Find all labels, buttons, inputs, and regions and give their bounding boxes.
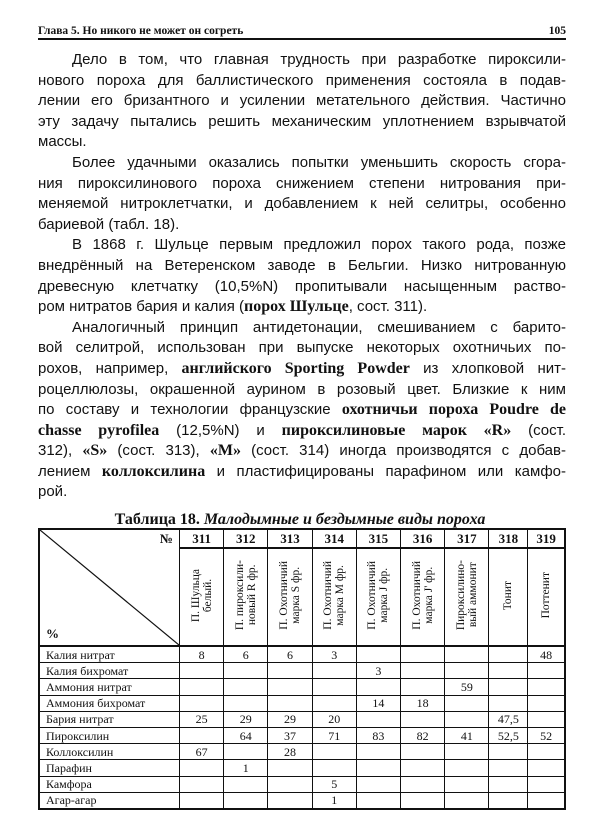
bold-term: «M» bbox=[209, 442, 241, 460]
table-cell bbox=[489, 744, 528, 760]
row-label: Калия нитрат bbox=[39, 646, 180, 663]
table-cell bbox=[356, 744, 400, 760]
table-cell: 5 bbox=[312, 776, 356, 792]
table-cell bbox=[224, 695, 268, 711]
text-run: роцеллюлозы, окрашенной аурином в розовый цвет. Близкие к ним bbox=[38, 380, 566, 398]
table-cell bbox=[528, 711, 565, 727]
table-cell bbox=[180, 679, 224, 695]
column-name: П. Охотничий марка J фр. bbox=[366, 561, 391, 630]
text-line bbox=[38, 71, 566, 92]
text-run: меняемой нитроклетчатки, и добавлением к ней селитры, особенно bbox=[38, 195, 566, 213]
table-cell: 41 bbox=[445, 727, 489, 743]
text-line bbox=[38, 318, 566, 339]
page-number: 105 bbox=[548, 25, 566, 37]
table-cell: 82 bbox=[401, 727, 445, 743]
column-number: 316 bbox=[401, 529, 445, 548]
column-name: Поттенит bbox=[540, 572, 553, 619]
text-run: нового пороха для баллистического применения состояла в подав- bbox=[38, 71, 566, 89]
column-number: 317 bbox=[445, 529, 489, 548]
table-cell: 48 bbox=[528, 646, 565, 663]
text-line bbox=[38, 256, 566, 277]
table-cell bbox=[180, 792, 224, 809]
table-cell: 67 bbox=[180, 744, 224, 760]
table-cell: 29 bbox=[268, 711, 312, 727]
table-cell bbox=[224, 792, 268, 809]
table-row bbox=[39, 727, 565, 743]
column-name-cell bbox=[445, 548, 489, 646]
row-label: Аммония бихромат bbox=[39, 695, 180, 711]
table-cell bbox=[489, 663, 528, 679]
column-number: 314 bbox=[312, 529, 356, 548]
column-name: П. Охотничий марка J' фр. bbox=[410, 561, 435, 630]
table-cell bbox=[224, 776, 268, 792]
text-line bbox=[38, 50, 566, 71]
table-cell bbox=[401, 744, 445, 760]
text-run: (сост. 313), bbox=[107, 442, 210, 460]
bold-term: охотничьи пороха Poudre de bbox=[341, 401, 566, 419]
table-cell bbox=[268, 695, 312, 711]
table-cell bbox=[224, 744, 268, 760]
text-run: (сост. bbox=[511, 421, 566, 439]
text-run: лением bbox=[38, 462, 102, 480]
body-text bbox=[38, 50, 566, 503]
text-run: (сост. 314) иногда производятся с добав- bbox=[240, 442, 566, 460]
text-line bbox=[38, 91, 566, 112]
table-cell bbox=[445, 695, 489, 711]
table-cell bbox=[528, 744, 565, 760]
table-cell bbox=[312, 744, 356, 760]
text-line bbox=[38, 132, 566, 153]
text-line bbox=[38, 215, 566, 236]
composition-table bbox=[38, 528, 566, 810]
text-run: Дело в том, что главная трудность при разработке пироксили- bbox=[72, 51, 566, 68]
table-cell: 83 bbox=[356, 727, 400, 743]
text-line bbox=[38, 338, 566, 359]
table-cell: 59 bbox=[445, 679, 489, 695]
table-cell bbox=[401, 646, 445, 663]
text-run: , сост. 311). bbox=[348, 298, 428, 316]
table-caption-text: Малодымные и бездымные виды пороха bbox=[203, 511, 486, 528]
table-cell bbox=[401, 679, 445, 695]
text-run: рой. bbox=[38, 483, 68, 501]
table-cell: 20 bbox=[312, 711, 356, 727]
table-cell bbox=[401, 663, 445, 679]
column-name-cell bbox=[312, 548, 356, 646]
row-label: Камфора bbox=[39, 776, 180, 792]
table-cell bbox=[268, 760, 312, 776]
table-cell bbox=[180, 663, 224, 679]
text-line bbox=[38, 112, 566, 133]
column-name: Пироксилино- вый аммонит bbox=[454, 560, 479, 631]
row-label: Пироксилин bbox=[39, 727, 180, 743]
table-cell bbox=[445, 711, 489, 727]
table-caption bbox=[0, 511, 600, 529]
row-label: Парафин bbox=[39, 760, 180, 776]
text-line bbox=[38, 462, 566, 483]
table-cell bbox=[401, 760, 445, 776]
running-head bbox=[38, 24, 566, 40]
text-line bbox=[38, 421, 566, 442]
text-line bbox=[38, 277, 566, 298]
column-number: 311 bbox=[180, 529, 224, 548]
corner-percent-label: % bbox=[46, 626, 59, 641]
column-name: П. Охотничий марка S фр. bbox=[278, 561, 302, 630]
table-cell bbox=[489, 695, 528, 711]
table-cell: 8 bbox=[180, 646, 224, 663]
table-cell: 37 bbox=[268, 727, 312, 743]
table-cell bbox=[401, 792, 445, 809]
column-number: 319 bbox=[528, 529, 565, 548]
table-row bbox=[39, 792, 565, 809]
table-cell bbox=[356, 792, 400, 809]
text-run: эту задачу пытались решить механическим уплотнением взрывчатой bbox=[38, 112, 566, 130]
table-cell bbox=[401, 711, 445, 727]
table-cell bbox=[401, 776, 445, 792]
text-line bbox=[38, 380, 566, 401]
table-cell bbox=[489, 679, 528, 695]
text-run: по составу и технологии французские bbox=[38, 401, 342, 419]
bold-term: пироксилиновые марок «R» bbox=[281, 421, 512, 439]
text-run: древесную клетчатку (10,5%N) пропитывали насыщенным раство- bbox=[38, 277, 566, 295]
table-row bbox=[39, 695, 565, 711]
text-run: лении его бризантного и усилении метательного действия. Частично bbox=[38, 92, 566, 110]
table-cell bbox=[224, 663, 268, 679]
table-row bbox=[39, 776, 565, 792]
table-row bbox=[39, 646, 565, 663]
table-row bbox=[39, 663, 565, 679]
table-number-row bbox=[39, 529, 565, 548]
table-cell: 52,5 bbox=[489, 727, 528, 743]
column-number: 315 bbox=[356, 529, 400, 548]
text-run: бариевой (табл. 18). bbox=[38, 215, 180, 233]
column-name-cell bbox=[356, 548, 400, 646]
table-cell bbox=[528, 663, 565, 679]
column-name-cell bbox=[180, 548, 224, 646]
table-cell: 18 bbox=[401, 695, 445, 711]
table-row bbox=[39, 744, 565, 760]
text-run: Аналогичный принцип антидетонации, смешиванием с барито- bbox=[72, 318, 566, 336]
bold-term: порох Шульце bbox=[244, 298, 349, 316]
column-name-cell bbox=[528, 548, 565, 646]
table-cell: 28 bbox=[268, 744, 312, 760]
text-line bbox=[38, 482, 566, 503]
table-cell bbox=[312, 679, 356, 695]
table-cell: 29 bbox=[224, 711, 268, 727]
table-cell bbox=[445, 744, 489, 760]
bold-term: chasse pyrofilea bbox=[38, 421, 160, 439]
table-cell bbox=[268, 776, 312, 792]
column-name: П. Охотничий марка M фр. bbox=[322, 561, 347, 630]
table-cell: 64 bbox=[224, 727, 268, 743]
table-cell bbox=[180, 760, 224, 776]
text-run: 312), bbox=[38, 442, 83, 460]
row-label: Калия бихромат bbox=[39, 663, 180, 679]
table-cell bbox=[268, 679, 312, 695]
table-cell: 25 bbox=[180, 711, 224, 727]
table-row bbox=[39, 760, 565, 776]
text-run: В 1868 г. Шульце первым предложил порох такого рода, позже bbox=[72, 236, 566, 254]
table-cell bbox=[445, 792, 489, 809]
table-cell bbox=[528, 776, 565, 792]
table-cell: 1 bbox=[224, 760, 268, 776]
table-cell bbox=[224, 679, 268, 695]
table-row bbox=[39, 711, 565, 727]
column-number: 312 bbox=[224, 529, 268, 548]
table-cell bbox=[445, 646, 489, 663]
table-cell bbox=[356, 646, 400, 663]
table-cell bbox=[312, 695, 356, 711]
text-line bbox=[38, 400, 566, 421]
table-cell: 47,5 bbox=[489, 711, 528, 727]
table-cell bbox=[180, 776, 224, 792]
text-run: из хлопковой нит- bbox=[409, 359, 566, 377]
table-cell: 3 bbox=[312, 646, 356, 663]
text-line bbox=[38, 359, 566, 380]
row-label: Коллоксилин bbox=[39, 744, 180, 760]
column-name-cell bbox=[489, 548, 528, 646]
table-caption-label: Таблица 18. bbox=[114, 511, 200, 528]
table-cell bbox=[528, 695, 565, 711]
row-label: Агар-агар bbox=[39, 792, 180, 809]
table-cell bbox=[268, 792, 312, 809]
table-row bbox=[39, 679, 565, 695]
table-cell bbox=[180, 727, 224, 743]
column-name-cell bbox=[401, 548, 445, 646]
text-run: массы. bbox=[38, 133, 87, 151]
table-cell: 6 bbox=[224, 646, 268, 663]
table-cell: 52 bbox=[528, 727, 565, 743]
column-number: 313 bbox=[268, 529, 312, 548]
chapter-title: Глава 5. Но никого не может он согреть bbox=[38, 25, 244, 37]
table-cell: 71 bbox=[312, 727, 356, 743]
table-cell: 14 bbox=[356, 695, 400, 711]
text-line bbox=[38, 174, 566, 195]
text-run: ния пироксилинового пороха снижением степени нитрования при- bbox=[38, 174, 566, 192]
row-label: Бария нитрат bbox=[39, 711, 180, 727]
table-cell bbox=[356, 776, 400, 792]
table-cell bbox=[356, 679, 400, 695]
table-cell bbox=[356, 711, 400, 727]
text-run: внедрённый на Ветеренском заводе в Бельгии. Низко нитрованную bbox=[38, 256, 566, 274]
table-cell bbox=[528, 760, 565, 776]
text-run: ром нитратов бария и калия ( bbox=[38, 298, 245, 316]
column-name: Тонит bbox=[502, 580, 515, 611]
text-run: и пластифицированы парафином или камфо- bbox=[205, 462, 566, 480]
text-run: Более удачными оказались попытки уменьшить скорость сгора- bbox=[72, 153, 566, 171]
table-cell: 1 bbox=[312, 792, 356, 809]
column-name: П. Шульца белый. bbox=[189, 568, 214, 623]
table-cell bbox=[489, 776, 528, 792]
text-line bbox=[38, 297, 566, 318]
table-cell bbox=[528, 792, 565, 809]
table-cell bbox=[356, 760, 400, 776]
text-run: рохов, например, bbox=[38, 359, 182, 377]
table-cell: 6 bbox=[268, 646, 312, 663]
table-cell bbox=[489, 646, 528, 663]
column-name-cell bbox=[268, 548, 312, 646]
table-cell bbox=[528, 679, 565, 695]
table-cell: 3 bbox=[356, 663, 400, 679]
table-cell bbox=[312, 760, 356, 776]
column-name-cell bbox=[224, 548, 268, 646]
corner-number-label: № bbox=[159, 531, 173, 546]
text-line bbox=[38, 194, 566, 215]
row-label: Аммония нитрат bbox=[39, 679, 180, 695]
table-cell bbox=[180, 695, 224, 711]
table-cell bbox=[489, 760, 528, 776]
text-line bbox=[38, 441, 566, 462]
bold-term: коллоксилина bbox=[101, 462, 206, 480]
table-cell bbox=[268, 663, 312, 679]
table-cell bbox=[312, 663, 356, 679]
text-run: вой селитрой, использован при выпуске некоторых охотничьих по- bbox=[38, 339, 566, 357]
text-run: (12,5%N) и bbox=[159, 421, 282, 439]
table-cell bbox=[489, 792, 528, 809]
bold-term: английского Sporting Powder bbox=[181, 359, 410, 377]
diagonal-line bbox=[40, 530, 179, 645]
text-line bbox=[38, 235, 566, 256]
bold-term: «S» bbox=[82, 442, 108, 460]
table-cell bbox=[445, 760, 489, 776]
column-number: 318 bbox=[489, 529, 528, 548]
table-cell bbox=[445, 776, 489, 792]
column-name: П. пироксили- новый R фр. bbox=[233, 560, 258, 631]
table-corner-cell bbox=[39, 529, 180, 646]
text-line bbox=[38, 153, 566, 174]
table-cell bbox=[445, 663, 489, 679]
